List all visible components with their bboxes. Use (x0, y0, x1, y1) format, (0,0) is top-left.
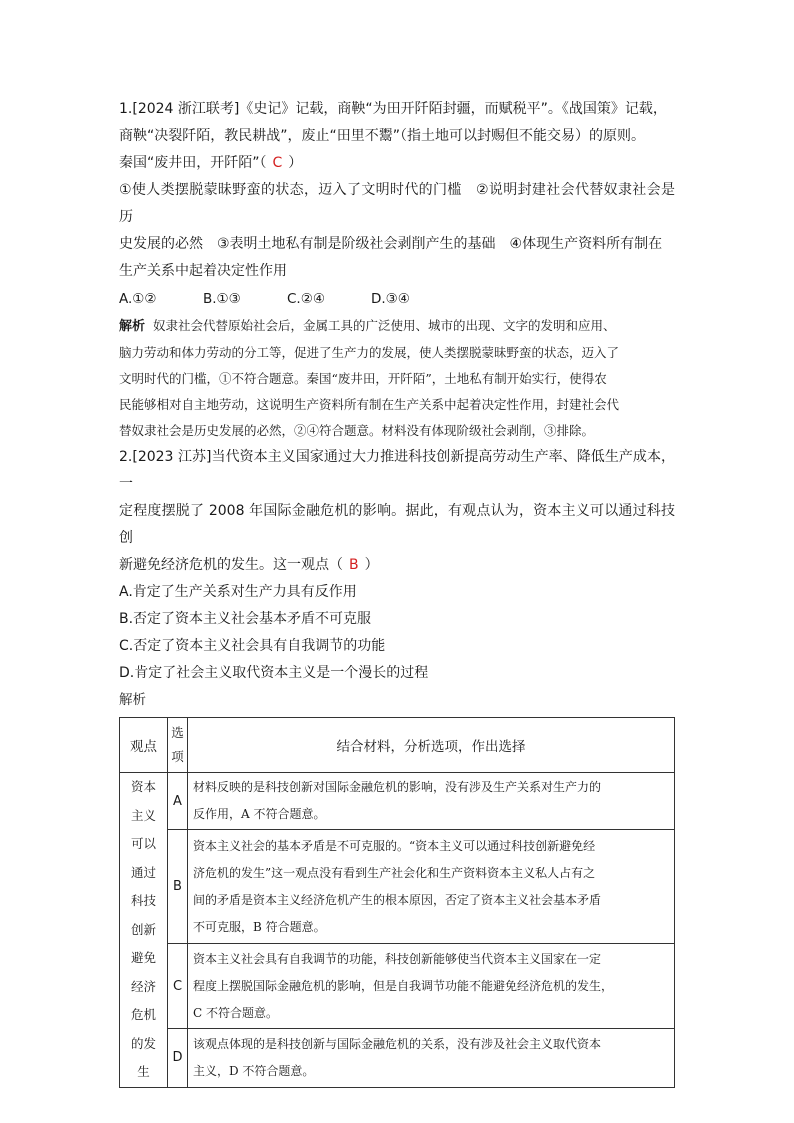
question-2-stem-line: 新避免经济危机的发生。这一观点（ B ） (119, 557, 379, 573)
table-row (120, 830, 675, 944)
question-1-statement-line: ①使人类摆脱蒙昧野蛮的状态，迈入了文明时代的门槛 ②说明封建社会代替奴隶社会是历 (119, 182, 675, 225)
option-c: C.否定了资本主义社会具有自我调节的功能 (119, 638, 386, 654)
question-2 (119, 444, 675, 1088)
option-d: D.③④ (371, 291, 410, 307)
option-a: A.肯定了生产关系对生产力具有反作用 (119, 584, 357, 600)
question-1-statement-line: 史发展的必然 ③表明土地私有制是阶级社会剥削产生的基础 ④体现生产资料所有制在 (119, 236, 663, 252)
option-d: D.肯定了社会主义取代资本主义是一个漫长的过程 (119, 665, 429, 681)
option-b: B.否定了资本主义社会基本矛盾不可克服 (119, 611, 372, 627)
option-c: C.②④ (287, 291, 325, 307)
analysis-cell: 资本主义社会的基本矛盾是不可克服的。“资本主义可以通过科技创新避免经 济危机的发生”这一观点没有看到生产社会化和生产资料资本主义私人占有之 间的矛盾是资本主义经济危机产生的根本原因，否定了资本主义社会基本矛盾 不可克服，B 符合题意。 (188, 830, 675, 944)
question-1-options (119, 285, 675, 313)
analysis-table (119, 717, 675, 1088)
analysis-label: 解析 (119, 692, 146, 708)
question-1-stem-line: 1.[2024 浙江联考]《史记》记载，商鞅“为田开阡陌封疆，而赋税平”。《战国策》记载， (119, 101, 667, 117)
question-1-stem-line: 秦国“废井田，开阡陌”（ C ） (119, 155, 303, 171)
table-row (120, 1029, 675, 1087)
analysis-line: 民能够相对自主地劳动，这说明生产资料所有制在生产关系中起着决定性作用，封建社会代 (119, 397, 620, 412)
analysis-line: 替奴隶社会是历史发展的必然，②④符合题意。材料没有体现阶级社会剥削，③排除。 (119, 423, 595, 438)
option-b: B.①③ (203, 291, 241, 307)
question-2-stem-line: 2.[2023 江苏]当代资本主义国家通过大力推进科技创新提高劳动生产率、降低生产成本，一 (119, 449, 675, 492)
analysis-line: 脑力劳动和体力劳动的分工等，促进了生产力的发展，使人类摆脱蒙昧野蛮的状态，迈入了 (119, 345, 620, 360)
analysis-line: 解析 奴隶社会代替原始社会后，金属工具的广泛使用、城市的出现、文字的发明和应用、 (119, 318, 616, 334)
analysis-label: 解析 (119, 319, 146, 334)
question-1 (119, 96, 675, 444)
table-row (120, 773, 675, 830)
table-header-row (120, 718, 675, 773)
document-page (119, 96, 675, 1088)
question-2-stem-line: 定程度摆脱了 2008 年国际金融危机的影响。据此，有观点认为，资本主义可以通过科技创 (119, 503, 675, 546)
option-letter: A (168, 773, 188, 830)
header-viewpoint: 观点 (120, 718, 168, 773)
question-1-analysis (119, 313, 675, 444)
question-1-stem-line: 商鞅“决裂阡陌，教民耕战”，废止“田里不鬻”（指土地可以封赐但不能交易）的原则。 (119, 128, 646, 144)
question-1-statement-line: 生产关系中起着决定性作用 (119, 263, 287, 279)
option-letter: C (168, 944, 188, 1029)
question-2-answer: B (349, 557, 359, 573)
analysis-cell: 材料反映的是科技创新对国际金融危机的影响，没有涉及生产关系对生产力的 反作用，A 不符合题意。 (188, 773, 675, 830)
option-a: A.①② (119, 291, 157, 307)
header-option: 选项 (168, 718, 188, 773)
option-letter: D (168, 1029, 188, 1087)
analysis-line: 文明时代的门槛，①不符合题意。秦国“废井田，开阡陌”，土地私有制开始实行，使得农 (119, 371, 607, 386)
question-1-answer: C (272, 155, 283, 171)
analysis-cell: 该观点体现的是科技创新与国际金融危机的关系，没有涉及社会主义取代资本 主义，D 不符合题意。 (188, 1029, 675, 1087)
analysis-cell: 资本主义社会具有自我调节的功能，科技创新能够使当代资本主义国家在一定 程度上摆脱国际金融危机的影响，但是自我调节功能不能避免经济危机的发生， C 不符合题意。 (188, 944, 675, 1029)
viewpoint-cell: 资本主义可以通过科技创新避免经济危机的发生 (120, 773, 168, 1088)
header-analysis: 结合材料，分析选项，作出选择 (188, 718, 675, 773)
option-letter: B (168, 830, 188, 944)
table-row (120, 944, 675, 1029)
